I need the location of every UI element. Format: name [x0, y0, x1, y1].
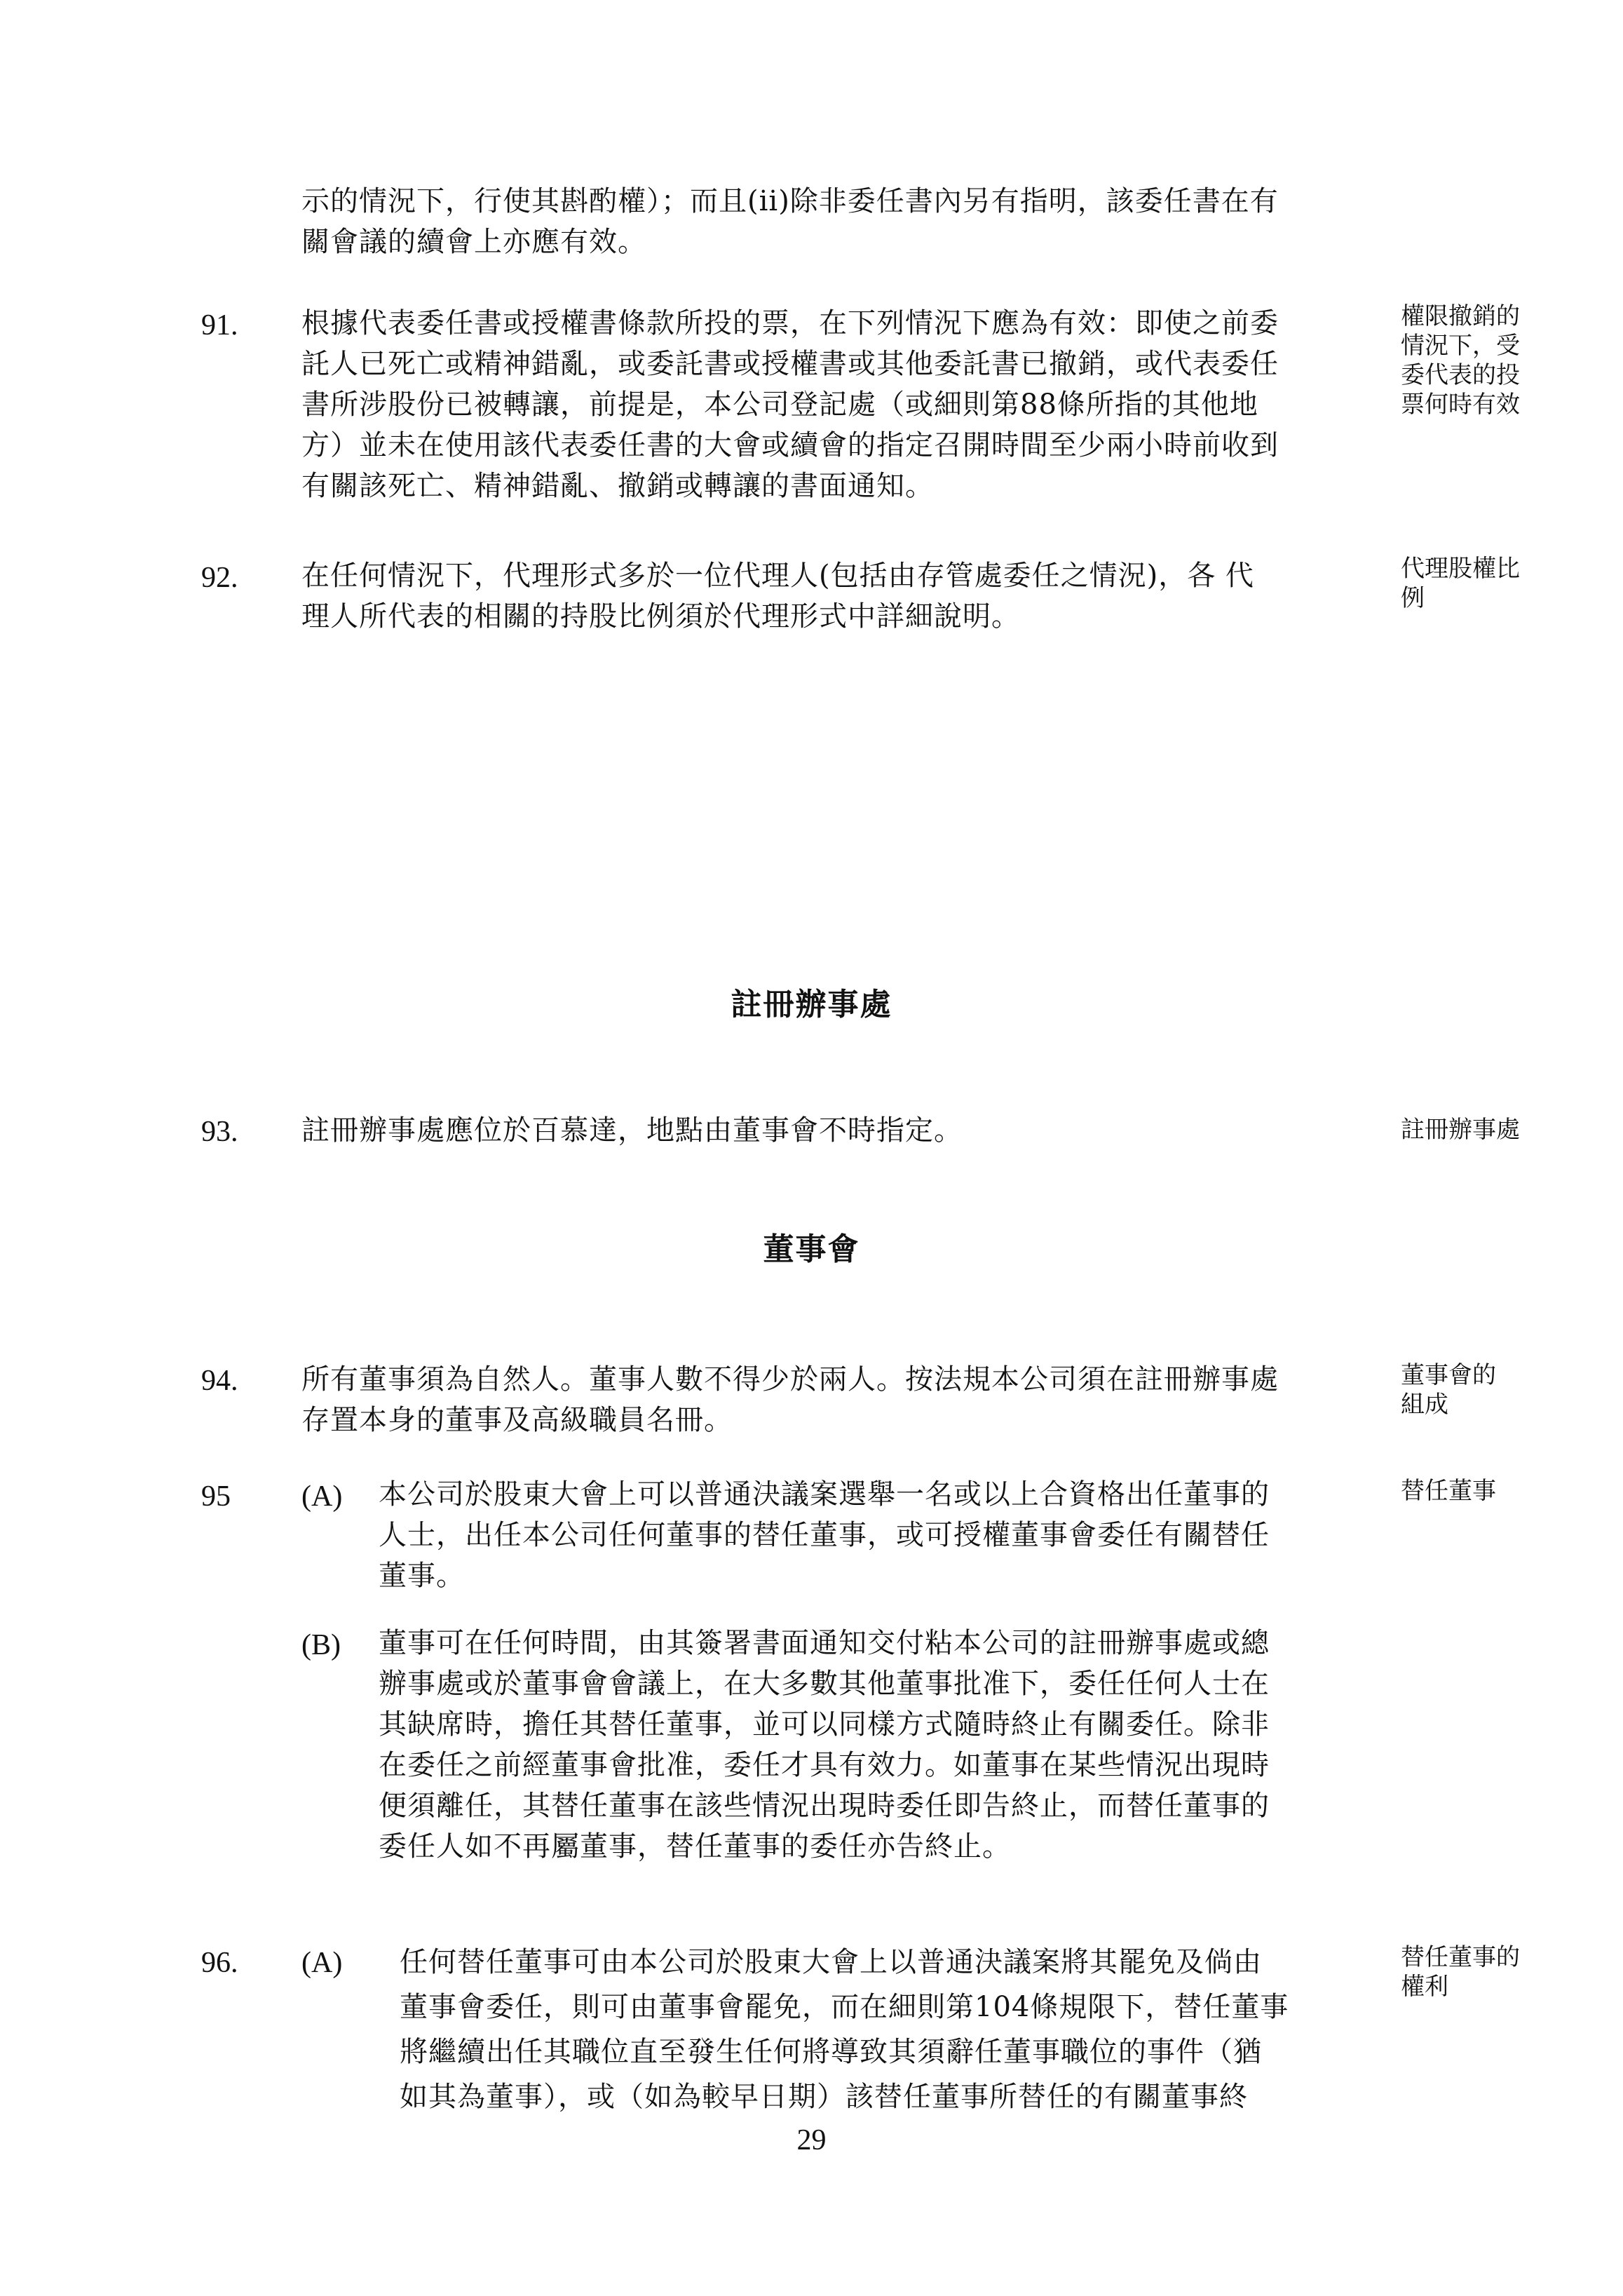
- text-line: 關會議的續會上亦應有效。: [301, 226, 646, 258]
- text-line: 理人所代表的相關的持股比例須於代理形式中詳細說明。: [301, 600, 1020, 633]
- side-note-line: 代理股權比: [1401, 555, 1520, 583]
- article-93-text: [301, 1110, 963, 1151]
- text-line: 其缺席時，擔任其替任董事，並可以同樣方式隨時終止有關委任。除非: [379, 1708, 1270, 1741]
- subclause-label: (B): [301, 1629, 341, 1661]
- side-note-line: 組成: [1401, 1391, 1448, 1419]
- article-number: 91.: [201, 309, 238, 342]
- continuation-paragraph: [301, 181, 1279, 262]
- text-line: 董事可在任何時間，由其簽署書面通知交付粘本公司的註冊辦事處或總: [379, 1627, 1270, 1659]
- text-line: 在任何情況下，代理形式多於一位代理人(包括由存管處委任之情況)，各 代: [301, 560, 1254, 592]
- side-note-line: 替任董事: [1401, 1477, 1496, 1505]
- article-91-side-note: [1401, 302, 1520, 419]
- section-heading: 註冊辦事處: [731, 987, 892, 1022]
- text-line: 委任人如不再屬董事，替任董事的委任亦告終止。: [379, 1830, 1011, 1863]
- article-number: 92.: [201, 562, 238, 594]
- text-line: 所有董事須為自然人。董事人數不得少於兩人。按法規本公司須在註冊辦事處: [301, 1363, 1279, 1396]
- subclause-label: (A): [301, 1947, 343, 1979]
- article-96a-text: [400, 1940, 1289, 2119]
- text-line: 便須離任，其替任董事在該些情況出現時委任即告終止，而替任董事的: [379, 1790, 1270, 1822]
- side-note-line: 票何時有效: [1401, 391, 1520, 419]
- article-number: 95: [201, 1480, 231, 1513]
- text-line: 任何替任董事可由本公司於股東大會上以普通決議案將其罷免及倘由: [400, 1946, 1262, 1978]
- article-91-text: [301, 303, 1279, 506]
- text-line: 註冊辦事處應位於百慕達，地點由董事會不時指定。: [301, 1114, 963, 1147]
- text-line: 根據代表委任書或授權書條款所投的票，在下列情況下應為有效：即使之前委: [301, 307, 1279, 339]
- article-94-side-note: [1401, 1360, 1496, 1419]
- side-note-line: 替任董事的: [1401, 1943, 1520, 1971]
- article-96-side-note: [1401, 1943, 1520, 2001]
- article-number: 93.: [201, 1116, 238, 1148]
- text-line: 本公司於股東大會上可以普通決議案選舉一名或以上合資格出任董事的: [379, 1478, 1270, 1511]
- side-note-line: 權利: [1401, 1973, 1448, 2001]
- text-line: 書所涉股份已被轉讓，前提是，本公司登記處（或細則第88條所指的其他地: [301, 389, 1258, 421]
- side-note-line: 情況下，受: [1401, 332, 1520, 360]
- text-line: 方）並未在使用該代表委任書的大會或續會的指定召開時間至少兩小時前收到: [301, 429, 1279, 461]
- side-note-line: 權限撤銷的: [1401, 302, 1520, 330]
- text-line: 人士，出任本公司任何董事的替任董事，或可授權董事會委任有關替任: [379, 1519, 1270, 1551]
- section-heading: 董事會: [763, 1231, 860, 1267]
- article-number: 94.: [201, 1365, 238, 1397]
- text-line: 董事會委任，則可由董事會罷免，而在細則第104條規限下，替任董事: [400, 1991, 1289, 2023]
- text-line: 董事。: [379, 1560, 465, 1592]
- side-note-line: 委代表的投: [1401, 361, 1520, 389]
- text-line: 有關該死亡、精神錯亂、撤銷或轉讓的書面通知。: [301, 470, 934, 502]
- text-line: 如其為董事），或（如為較早日期）該替任董事所替任的有關董事終: [400, 2081, 1248, 2113]
- page-number: 29: [796, 2124, 827, 2156]
- text-line: 示的情況下，行使其斟酌權）；而且(ii)除非委任書內另有指明，該委任書在有: [301, 185, 1279, 217]
- article-95a-text: [379, 1474, 1270, 1596]
- article-94-text: [301, 1359, 1279, 1440]
- side-note-line: 例: [1401, 584, 1425, 612]
- text-line: 存置本身的董事及高級職員名冊。: [301, 1404, 733, 1436]
- side-note-line: 註冊辦事處: [1401, 1116, 1520, 1144]
- text-line: 託人已死亡或精神錯亂，或委託書或授權書或其他委託書已撤銷，或代表委任: [301, 348, 1279, 380]
- article-95b-text: [379, 1623, 1270, 1867]
- article-92-side-note: [1401, 554, 1520, 613]
- article-92-text: [301, 555, 1254, 637]
- article-number: 96.: [201, 1947, 238, 1979]
- article-93-side-note: [1401, 1115, 1520, 1144]
- text-line: 在委任之前經董事會批准，委任才具有效力。如董事在某些情況出現時: [379, 1749, 1270, 1781]
- article-95-side-note: [1401, 1476, 1496, 1506]
- subclause-label: (A): [301, 1480, 343, 1513]
- text-line: 將繼續出任其職位直至發生任何將導致其須辭任董事職位的事件（猶: [400, 2036, 1262, 2068]
- side-note-line: 董事會的: [1401, 1361, 1496, 1389]
- text-line: 辦事處或於董事會會議上，在大多數其他董事批准下，委任任何人士在: [379, 1668, 1270, 1700]
